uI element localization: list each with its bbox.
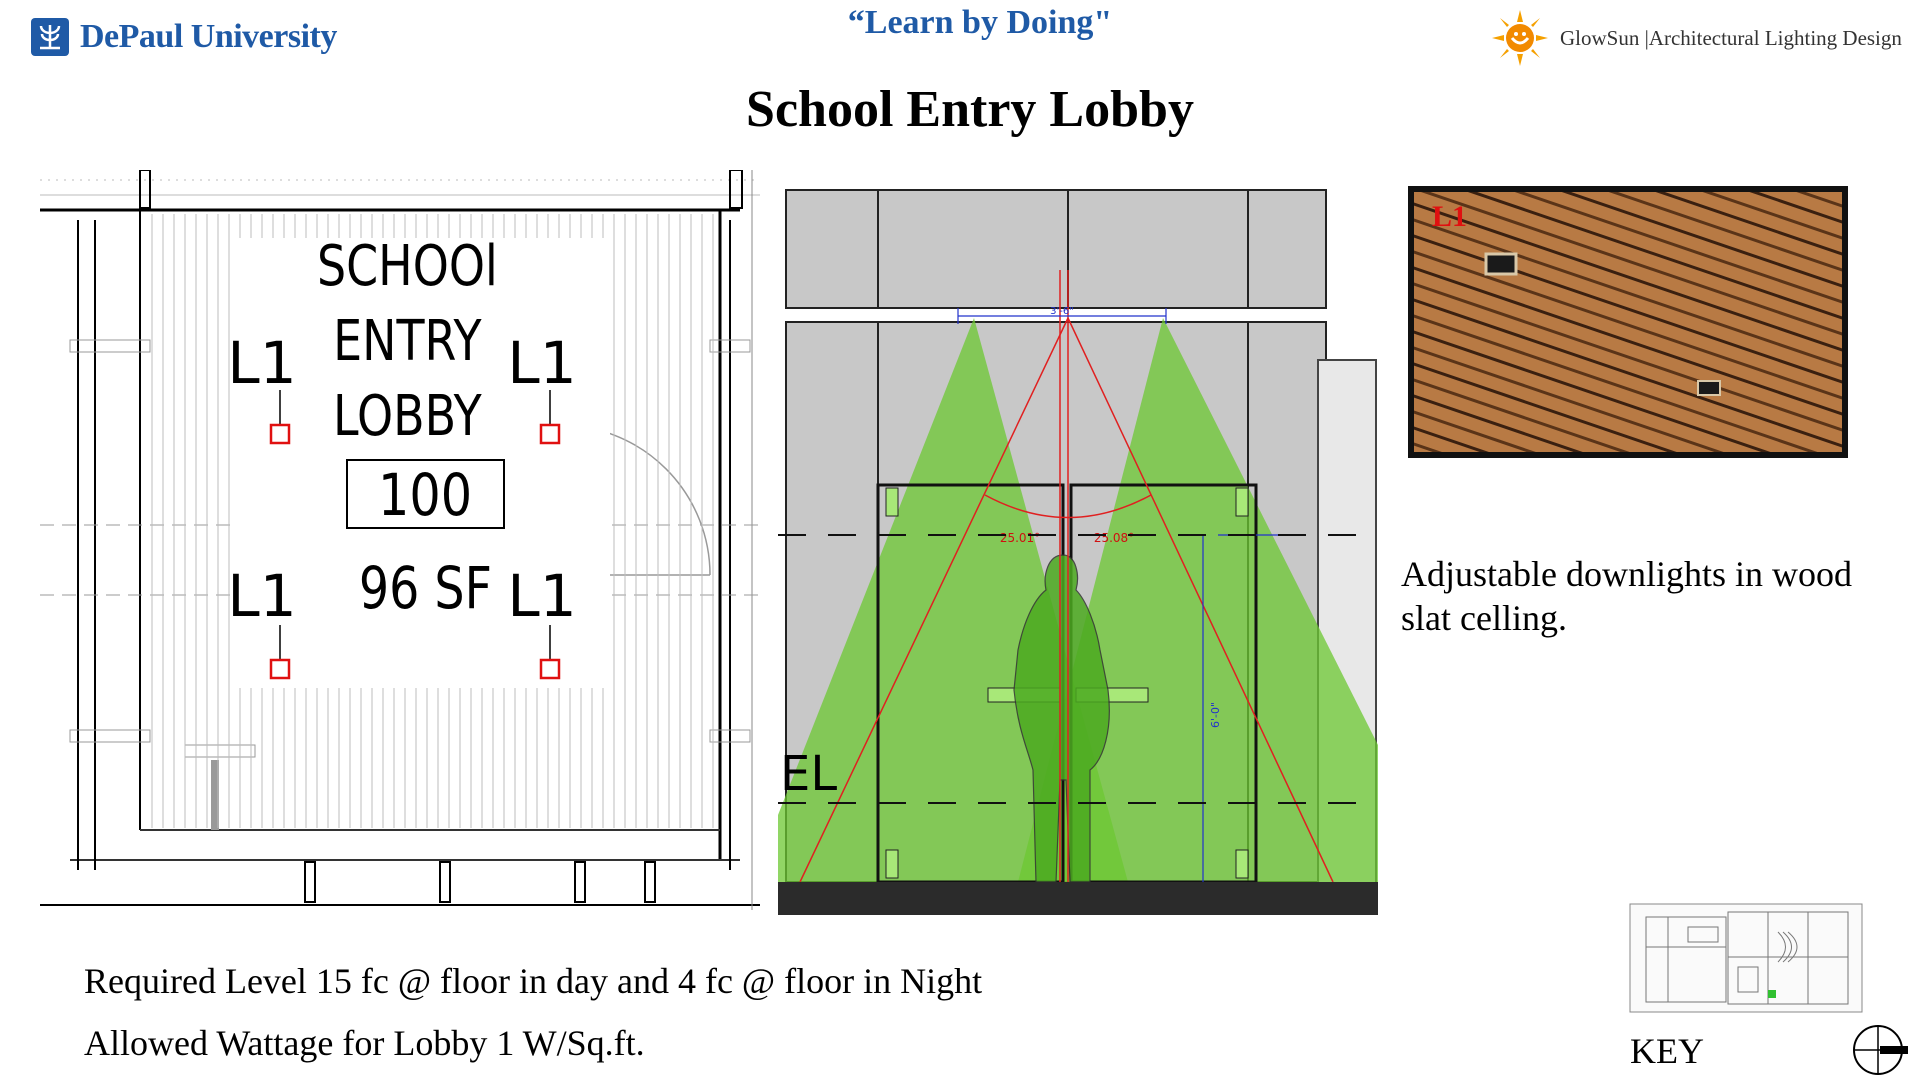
glowsun-logo [1490,8,1915,68]
photo-tag: L1 [1432,200,1468,233]
fixture-tag-l1: L1 [227,562,297,630]
section-elevation [778,170,1378,915]
key-label: KEY [1630,1031,1704,1071]
page-title: School Entry Lobby [746,81,1194,138]
floor-plan [40,170,760,910]
key-highlight [1768,990,1776,998]
room-name-line2: ENTRY [333,308,482,375]
ceiling-photo [1408,186,1848,458]
room-name-line1: SCHOOl [317,233,498,300]
partial-label: EL [780,746,838,802]
beam-angle-right: 25.08° [1093,531,1135,545]
beam-angle-left: 25.01° [999,531,1041,545]
upper-wall-panel [786,190,1326,308]
firm-name: GlowSun |Architectural Lighting Design [1560,25,1902,50]
key-map [1628,902,1864,1014]
downlight-photo-fixture [1698,381,1720,395]
room-number: 100 [378,461,473,530]
dimension-height-label: 6'-0" [1209,701,1222,729]
slogan: “Learn by Doing" [847,4,1113,41]
downlight-photo-fixture [1486,254,1516,274]
floor-slab [778,882,1378,915]
north-arrow-icon [1852,1024,1910,1076]
photo-description: Adjustable downlights in wood slat celling. [1401,554,1852,638]
depaul-logo [30,12,450,62]
fixture-tag-l1: L1 [507,562,577,630]
allowed-wattage-text: Allowed Wattage for Lobby 1 W/Sq.ft. [84,1023,645,1063]
dimension-top-label: 3'-6" [1050,306,1074,317]
sun-icon [1490,8,1550,68]
fixture-tag-l1: L1 [227,329,297,397]
university-name: DePaul University [80,18,337,55]
room-area: 96 SF [358,554,492,623]
required-level-text: Required Level 15 fc @ floor in day and 4 fc @ floor in Night [84,961,983,1001]
depaul-shield-icon [30,17,70,57]
fixture-tag-l1: L1 [507,329,577,397]
room-name-line3: LOBBY [333,383,482,450]
